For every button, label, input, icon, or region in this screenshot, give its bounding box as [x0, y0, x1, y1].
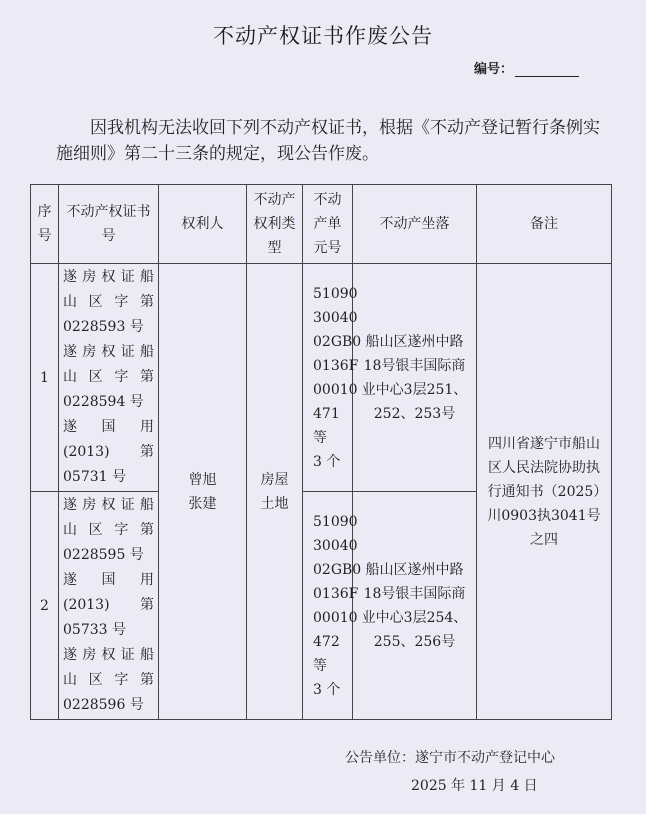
cert-line: 0228594 号	[63, 394, 144, 410]
unit-line: 02GB0	[313, 561, 362, 578]
header-cert: 不动产权证书号	[59, 185, 159, 264]
unit-line: 02GB0	[313, 333, 362, 350]
owner-name: 曾旭	[188, 471, 217, 488]
cert-line: 山区字第	[63, 522, 154, 538]
document-number-blank	[515, 64, 579, 77]
publish-date: 2025 年 11 月 4 日	[411, 778, 538, 794]
unit-line: 471 等	[313, 405, 340, 446]
unit-line: 00010	[313, 609, 358, 626]
header-type: 不动产权利类型	[247, 185, 303, 264]
cert-line: 山区字第	[63, 369, 154, 385]
cert-line: (2013) 第	[63, 444, 154, 460]
cert-line: 0228593 号	[63, 319, 144, 335]
header-note: 备注	[477, 185, 612, 264]
header-unit: 不动产单元号	[303, 185, 353, 264]
cert-line: 05733 号	[63, 622, 126, 638]
row-seq: 1	[31, 264, 59, 492]
publisher-line: 公告单位：遂宁市不动产登记中心	[345, 750, 555, 766]
cert-line: 遂房权证船	[63, 647, 154, 663]
right-type: 房屋	[260, 471, 289, 488]
cert-line: 0228595 号	[63, 547, 144, 563]
row-cert-numbers	[59, 492, 159, 720]
cert-line: (2013) 第	[63, 597, 154, 613]
row-location: 船山区遂州中路18号银丰国际商业中心3层254、255、256号	[353, 492, 477, 720]
row-unit-number	[303, 492, 362, 720]
row-location: 船山区遂州中路18号银丰国际商业中心3层251、252、253号	[353, 264, 477, 492]
unit-line: 30040	[313, 309, 358, 326]
intro-paragraph: 因我机构无法收回下列不动产权证书，根据《不动产登记暂行条例实施细则》第二十三条的规定，现公告作废。	[56, 118, 600, 164]
note-cell: 四川省遂宁市船山区人民法院协助执行通知书（2025）川0903执3041号之四	[477, 264, 612, 720]
unit-line: 0136F	[313, 585, 359, 602]
document-number-label: 编号：	[474, 62, 514, 77]
right-type: 土地	[260, 495, 289, 512]
header-location: 不动产坐落	[353, 185, 477, 264]
cert-line: 遂国用	[63, 419, 154, 435]
unit-line: 00010	[313, 381, 358, 398]
unit-line: 30040	[313, 537, 358, 554]
cert-line: 山区字第	[63, 672, 154, 688]
cert-line: 遂房权证船	[63, 497, 154, 513]
table-header-row	[31, 185, 612, 264]
cert-line: 山区字第	[63, 294, 154, 310]
owner-cell	[159, 264, 247, 720]
document-number	[474, 58, 579, 77]
unit-line: 51090	[313, 513, 358, 530]
cert-line: 遂房权证船	[63, 269, 154, 285]
cert-line: 遂房权证船	[63, 344, 154, 360]
certificate-table	[30, 184, 612, 720]
unit-line: 3 个	[313, 681, 341, 698]
row-cert-numbers	[59, 264, 159, 492]
table-row	[31, 264, 612, 492]
unit-line: 472 等	[313, 633, 340, 674]
header-seq: 序号	[31, 185, 59, 264]
header-owner: 权利人	[159, 185, 247, 264]
unit-line: 51090	[313, 285, 358, 302]
unit-line: 3 个	[313, 453, 341, 470]
cert-line: 05731 号	[63, 469, 126, 485]
row-seq: 2	[31, 492, 59, 720]
cert-line: 0228596 号	[63, 697, 144, 713]
right-type-cell	[247, 264, 303, 720]
page-title: 不动产权证书作废公告	[213, 24, 433, 48]
owner-name: 张建	[188, 495, 217, 512]
row-unit-number	[303, 264, 362, 492]
unit-line: 0136F	[313, 357, 359, 374]
cert-line: 遂国用	[63, 572, 154, 588]
